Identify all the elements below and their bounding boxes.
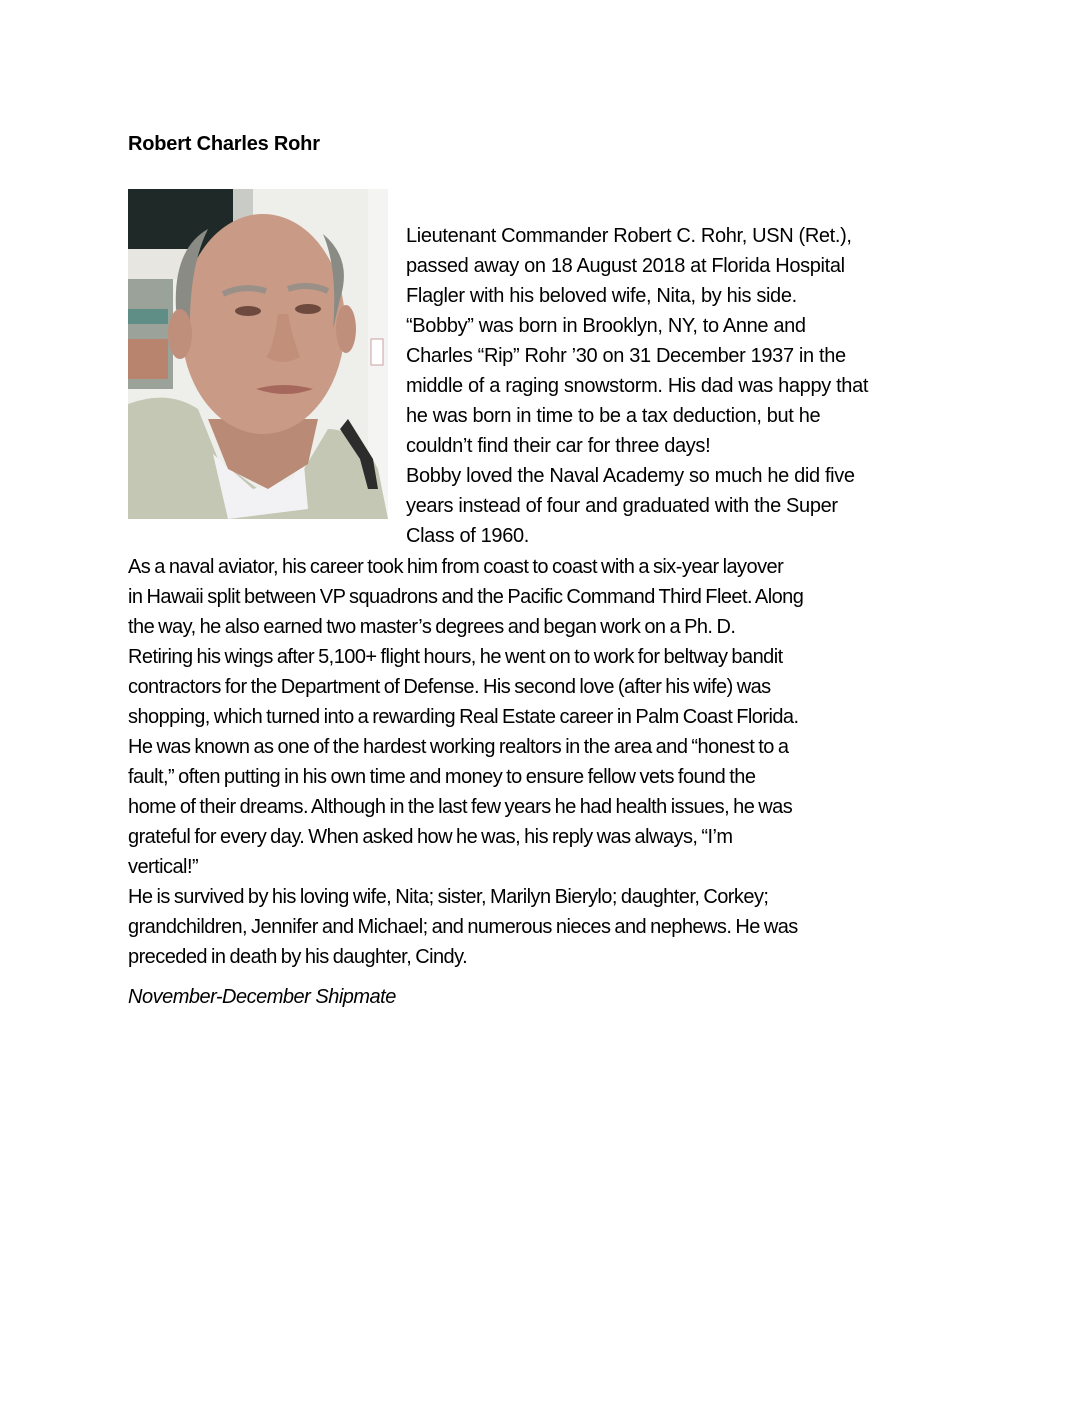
portrait-photo [128, 189, 388, 519]
body-line: He is survived by his loving wife, Nita; sister, Marilyn Bierylo; daughter, Corkey; [128, 886, 769, 908]
body-line: in Hawaii split between VP squadrons and the Pacific Command Third Fleet. Along [128, 586, 804, 608]
obituary-title: Robert Charles Rohr [128, 133, 320, 155]
body-line: the way, he also earned two master’s degrees and began work on a Ph. D. [128, 616, 736, 638]
intro-line: Bobby loved the Naval Academy so much he did five [406, 465, 855, 487]
intro-line: years instead of four and graduated with the Super [406, 495, 838, 517]
source-credit: November-December Shipmate [128, 986, 396, 1008]
intro-line: Class of 1960. [406, 525, 529, 547]
body-line: vertical!” [128, 856, 199, 878]
body-line: Retiring his wings after 5,100+ flight hours, he went on to work for beltway bandit [128, 646, 783, 668]
body-line: As a naval aviator, his career took him from coast to coast with a six-year layover [128, 556, 784, 578]
body-line: contractors for the Department of Defense. His second love (after his wife) was [128, 676, 771, 698]
intro-line: couldn’t find their car for three days! [406, 435, 711, 457]
intro-line: middle of a raging snowstorm. His dad was happy that [406, 375, 869, 397]
body-line: grandchildren, Jennifer and Michael; and numerous nieces and nephews. He was [128, 916, 798, 938]
body-line: preceded in death by his daughter, Cindy. [128, 946, 468, 968]
intro-line: “Bobby” was born in Brooklyn, NY, to Anne and [406, 315, 806, 337]
portrait-image [128, 189, 388, 519]
body-line: He was known as one of the hardest working realtors in the area and “honest to a [128, 736, 789, 758]
body-line: fault,” often putting in his own time and money to ensure fellow vets found the [128, 766, 756, 788]
intro-line: Flagler with his beloved wife, Nita, by his side. [406, 285, 797, 307]
intro-line: he was born in time to be a tax deduction, but he [406, 405, 821, 427]
body-line: shopping, which turned into a rewarding Real Estate career in Palm Coast Florida. [128, 706, 799, 728]
body-line: home of their dreams. Although in the last few years he had health issues, he was [128, 796, 793, 818]
intro-line: passed away on 18 August 2018 at Florida Hospital [406, 255, 845, 277]
intro-line: Charles “Rip” Rohr ’30 on 31 December 1937 in the [406, 345, 846, 367]
intro-line: Lieutenant Commander Robert C. Rohr, USN (Ret.), [406, 225, 852, 247]
body-line: grateful for every day. When asked how he was, his reply was always, “I’m [128, 826, 733, 848]
